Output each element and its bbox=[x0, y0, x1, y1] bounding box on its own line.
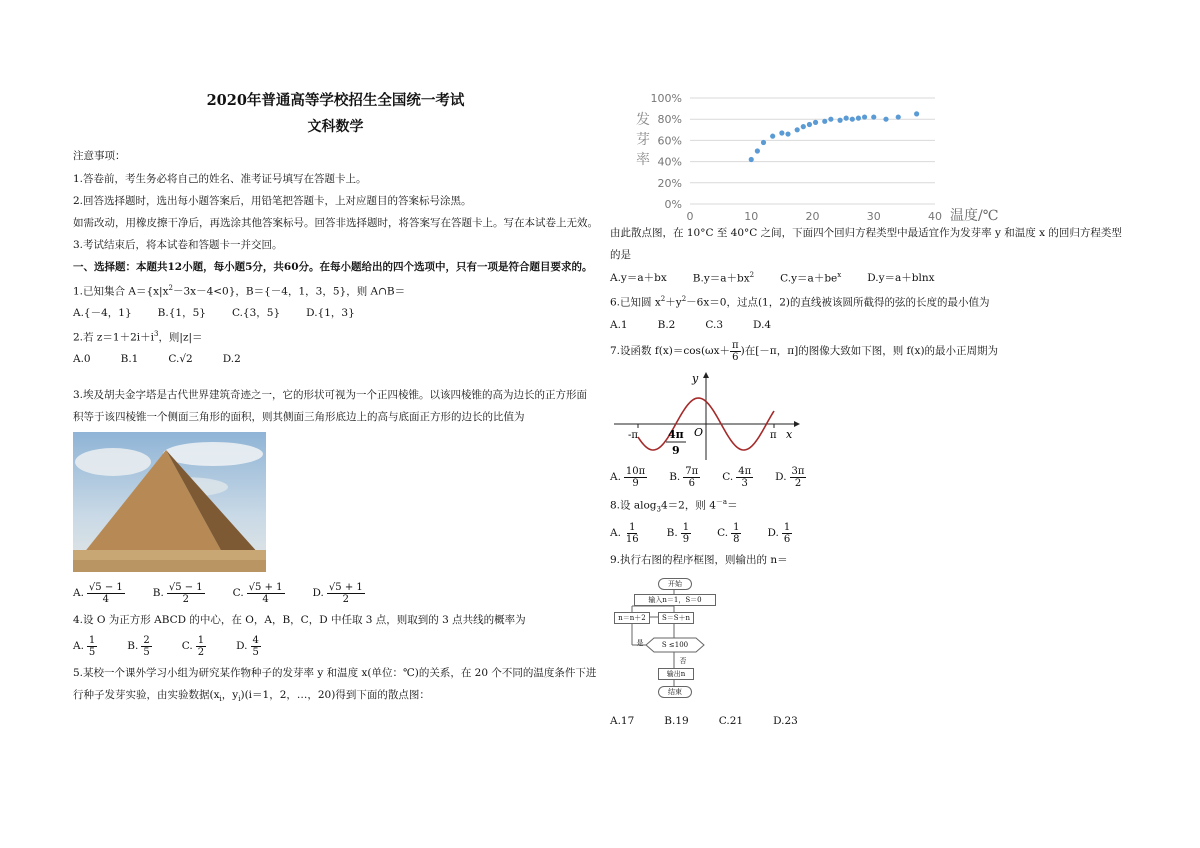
right-column bbox=[610, 86, 1130, 736]
option-a: A.{－4，1} bbox=[73, 307, 132, 320]
option-b: B.1 bbox=[120, 353, 139, 366]
flow-end: 结束 bbox=[658, 686, 692, 698]
notice-1: 1.答卷前，考生务必将自己的姓名、准考证号填写在答题卡上。 bbox=[73, 172, 367, 185]
flow-start: 开始 bbox=[658, 578, 692, 590]
y-tick-label: 40% bbox=[657, 155, 682, 169]
x-tick-label: 10 bbox=[744, 210, 759, 223]
cosine-graph bbox=[610, 370, 800, 462]
graph-mark-num: 4π bbox=[668, 428, 684, 442]
question-3-stem-2: 积等于该四棱锥一个侧面三角形的面积，则其侧面三角形底边上的高与底面正方形的边长的比值为 bbox=[73, 410, 525, 423]
flow-output: 输出n bbox=[658, 668, 694, 680]
question-9-stem: 9.执行右图的程序框图，则输出的 n＝ bbox=[610, 553, 788, 566]
option-d: D. $\frac{4}{5}$ bbox=[236, 635, 259, 659]
option-b: $B.y=a+bx^2$ bbox=[692, 271, 755, 285]
option-c: C. $\frac{1}{8}$ bbox=[717, 521, 740, 545]
flow-no: 否 bbox=[679, 657, 687, 666]
option-b: B. $\frac{2}{5}$ bbox=[127, 635, 150, 659]
exam-title: 2020年普通高等学校招生全国统一考试 bbox=[206, 92, 465, 109]
option-b: B. $\frac{1}{9}$ bbox=[666, 521, 690, 545]
flowchart bbox=[614, 576, 724, 706]
option-c: C.√2 bbox=[168, 353, 193, 366]
y-tick-label: 60% bbox=[657, 134, 682, 148]
option-c: C. $\frac{4\pi}{3}$ bbox=[722, 466, 752, 490]
option-a: A.1 bbox=[610, 318, 628, 331]
question-5-options bbox=[610, 270, 1130, 287]
x-tick-label: 20 bbox=[805, 210, 820, 223]
option-b: B. $\frac{7\pi}{6}$ bbox=[669, 466, 699, 490]
x-tick-labels bbox=[687, 210, 943, 223]
question-4-options bbox=[73, 635, 598, 658]
scatter-point bbox=[770, 134, 775, 139]
option-d: D.{1，3} bbox=[306, 307, 355, 320]
scatter-point bbox=[828, 117, 833, 122]
y-tick-label: 20% bbox=[657, 176, 682, 190]
question-4-stem: 4.设 O 为正方形 ABCD 的中心，在 O，A，B，C，D 中任取 3 点，则取到的 3 点共线的概率为 bbox=[73, 613, 526, 626]
x-tick-label: 40 bbox=[928, 210, 942, 223]
option-a: A. $\frac{1}{5}$ bbox=[73, 635, 96, 659]
question-1-options bbox=[73, 306, 598, 321]
option-a: A.y＝a＋bx bbox=[610, 272, 667, 285]
option-c: C. $\frac{1}{2}$ bbox=[181, 635, 205, 659]
option-b: B. $\frac{√5 - 1}{2}$ bbox=[152, 581, 203, 605]
question-5-after-1: 由此散点图，在 10°C 至 40°C 之间，下面四个回归方程类型中最适宜作为发芽率 y 和温度 x 的回归方程类型 bbox=[610, 227, 1122, 239]
scatter-point bbox=[801, 124, 806, 129]
y-tick-label: 0% bbox=[664, 198, 682, 211]
pyramid-photo bbox=[73, 432, 266, 572]
scatter-point bbox=[807, 122, 812, 127]
scatter-point bbox=[844, 116, 849, 121]
y-axis-label: 发芽率 bbox=[636, 112, 650, 168]
scatter-point bbox=[813, 120, 818, 125]
x-tick-label: 0 bbox=[686, 210, 694, 223]
scatter-point bbox=[896, 114, 901, 119]
option-a: A.17 bbox=[610, 715, 635, 728]
graph-x-label: x bbox=[786, 428, 793, 442]
scatter-point bbox=[761, 140, 766, 145]
option-c: C. $\frac{√5 + 1}{4}$ bbox=[232, 581, 283, 605]
question-2-options bbox=[73, 352, 598, 367]
question-5-after-2: 的是 bbox=[610, 249, 631, 262]
flow-s-update: S＝S＋n bbox=[658, 612, 694, 624]
option-a: A. $\frac{√5 - 1}{4}$ bbox=[73, 581, 123, 605]
scatter-point bbox=[862, 114, 867, 119]
option-d: D.4 bbox=[753, 318, 772, 331]
y-tick-label: 100% bbox=[650, 92, 682, 105]
notice-2b: 如需改动，用橡皮擦干净后，再选涂其他答案标号。回答非选择题时，将答案写在答题卡上。写在本试卷上无效。 bbox=[73, 216, 598, 229]
option-c: C.{3，5} bbox=[231, 307, 281, 320]
graph-mark-den: 9 bbox=[672, 444, 680, 458]
notice-2: 2.回答选择题时，选出每小题答案后，用铅笔把答题卡，上对应题目的答案标号涂黑。 bbox=[73, 194, 472, 207]
option-c: C.21 bbox=[718, 715, 744, 728]
x-tick-label: 30 bbox=[866, 210, 881, 223]
option-b: B.19 bbox=[664, 715, 689, 728]
section-heading: 一、选择题：本题共12小题，每小题5分，共60分。在每小题给出的四个选项中，只有一项是符合题目要求的。 bbox=[73, 261, 593, 274]
germination-scatter-chart bbox=[620, 86, 1040, 226]
question-6-stem: 6.已知圆 $x^2+y^2-6x=0$，过点(1，2)的直线被该圆所截得的弦的长度的最小值为 bbox=[610, 295, 990, 309]
flow-yes: 是 bbox=[636, 639, 644, 648]
graph-y-label: y bbox=[692, 372, 699, 386]
option-d: D.23 bbox=[773, 715, 798, 728]
option-b: B.{1，5} bbox=[157, 307, 206, 320]
scatter-point bbox=[785, 131, 790, 136]
option-a: A. $\frac{10\pi}{9}$ bbox=[610, 466, 646, 490]
question-1-stem: 1.已知集合 $A=\{x|x^2-3x-4<0\}$，B＝{－4，1，3，5}，则 A∩B＝ bbox=[73, 283, 406, 298]
option-d: D.y＝a＋blnx bbox=[867, 272, 935, 285]
chart-grid bbox=[690, 98, 935, 204]
option-d: D. $\frac{3\pi}{2}$ bbox=[775, 466, 805, 490]
option-c: C.3 bbox=[705, 318, 724, 331]
question-8-options bbox=[610, 522, 1130, 545]
option-c: $C.y=a+be^x$ bbox=[780, 271, 842, 285]
scatter-point bbox=[795, 127, 800, 132]
flow-n-update: n＝n＋2 bbox=[614, 612, 650, 624]
flow-input: 输入n＝1，S＝0 bbox=[634, 594, 716, 606]
scatter-point bbox=[779, 130, 784, 135]
flow-condition: S ≤100 bbox=[661, 641, 689, 650]
notice-3: 3.考试结束后，将本试卷和答题卡一并交回。 bbox=[73, 239, 283, 252]
scatter-point bbox=[871, 114, 876, 119]
scatter-point bbox=[850, 117, 855, 122]
option-b: B.2 bbox=[657, 318, 676, 331]
scatter-point bbox=[856, 116, 861, 121]
option-d: D. $\frac{√5 + 1}{2}$ bbox=[312, 581, 363, 605]
scatter-point bbox=[837, 118, 842, 123]
graph-pi: π bbox=[770, 430, 777, 442]
question-8-stem: 8.设 alog$_3$4＝2，则 $4^{-a}=$ bbox=[610, 498, 738, 514]
question-3-stem-1: 3.埃及胡夫金字塔是古代世界建筑奇迹之一，它的形状可视为一个正四棱锥。以该四棱锥的高为边长的正方形面 bbox=[73, 388, 588, 401]
y-tick-labels bbox=[651, 92, 682, 211]
question-9-options bbox=[610, 714, 1130, 729]
scatter-point bbox=[749, 157, 754, 162]
exam-subtitle: 文科数学 bbox=[307, 119, 364, 136]
question-2-stem: 2.若 $z=1+2i+i^3$，则|z|＝ bbox=[73, 329, 203, 344]
option-d: D.2 bbox=[222, 353, 241, 366]
question-7-stem: 7.设函数 f(x)＝cos(ωx＋ $\frac{\pi}{6}$ )在[－π，π]的图像大致如下图，则 f(x)的最小正周期为 bbox=[610, 340, 999, 364]
scatter-point bbox=[755, 148, 760, 153]
scatter-point bbox=[914, 111, 919, 116]
x-axis-label: 温度/℃ bbox=[950, 208, 999, 224]
question-7-options bbox=[610, 466, 1130, 489]
y-tick-label: 80% bbox=[657, 113, 682, 127]
left-column bbox=[73, 90, 598, 712]
question-6-options bbox=[610, 318, 1130, 333]
question-5-stem-2: 行种子发芽实验，由实验数据($x_i$，$y_i)(i=1$，2，…，20)得到下面的散点图： bbox=[73, 689, 430, 704]
notice-heading: 注意事项： bbox=[73, 150, 126, 163]
graph-origin: O bbox=[694, 426, 704, 440]
scatter-point bbox=[822, 119, 827, 124]
question-3-options bbox=[73, 582, 598, 605]
option-a: A. $\frac{1}{16}$ bbox=[610, 521, 639, 545]
graph-neg-pi: -π bbox=[628, 430, 638, 442]
option-d: D. $\frac{1}{6}$ bbox=[767, 521, 791, 545]
option-a: A.0 bbox=[73, 353, 91, 366]
question-5-stem-1: 5.某校一个课外学习小组为研究某作物种子的发芽率 y 和温度 x(单位：℃)的关系，在 20 个不同的温度条件下进 bbox=[73, 667, 597, 680]
scatter-point bbox=[883, 117, 888, 122]
pyramid-image bbox=[73, 432, 266, 572]
